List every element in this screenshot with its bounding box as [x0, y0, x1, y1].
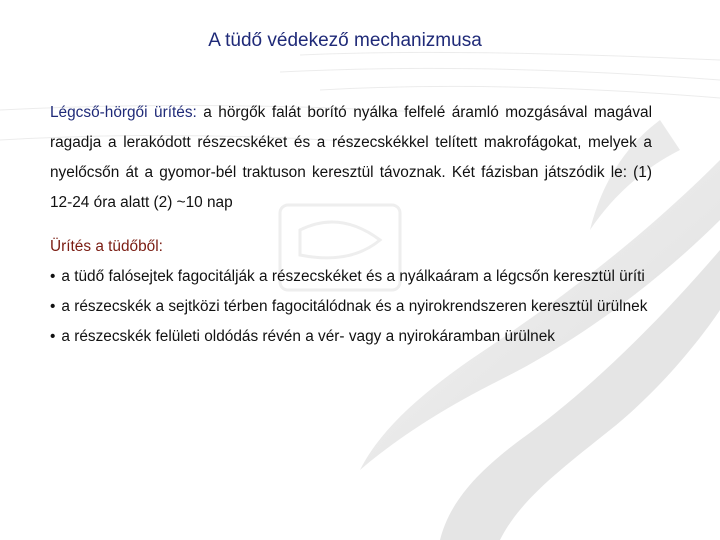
intro-paragraph	[50, 98, 652, 218]
bullet-symbol: •	[50, 298, 56, 315]
intro-term-rest: ürítés:	[147, 104, 197, 121]
bullet-text: a részecskék a sejtközi térben fagocitálódnak és a nyirokrendszeren keresztül ürülnek	[61, 298, 648, 315]
bullet-item	[50, 292, 652, 322]
content-area	[50, 98, 652, 352]
bullet-text: a tüdő falósejtek fagocitálják a részecskéket és a nyálkaáram a légcsőn keresztül üríti	[61, 268, 645, 285]
bullet-text: a részecskék felületi oldódás révén a vér- vagy a nyirokáramban ürülnek	[61, 328, 555, 345]
intro-text: a hörgők falát borító nyálka felfelé áramló mozgásával magával ragadja a lerakódott részecskéket és a részecskékkel telített makrofágokat, melyek a nyelőcsőn át a gyomor-bél traktuson keresztül távoznak. Két fázisban játszódik le: (1) 12-24 óra alatt (2) ~10 nap	[50, 104, 653, 211]
section-heading: Ürítés a tüdőből:	[50, 238, 163, 255]
bullet-symbol: •	[50, 328, 56, 345]
bullet-item	[50, 262, 652, 292]
bullet-item	[50, 322, 652, 352]
bullet-symbol: •	[50, 268, 56, 285]
intro-term: Légcső-hörgői	[50, 104, 148, 121]
page-title: A tüdő védekező mechanizmusa	[208, 30, 482, 51]
